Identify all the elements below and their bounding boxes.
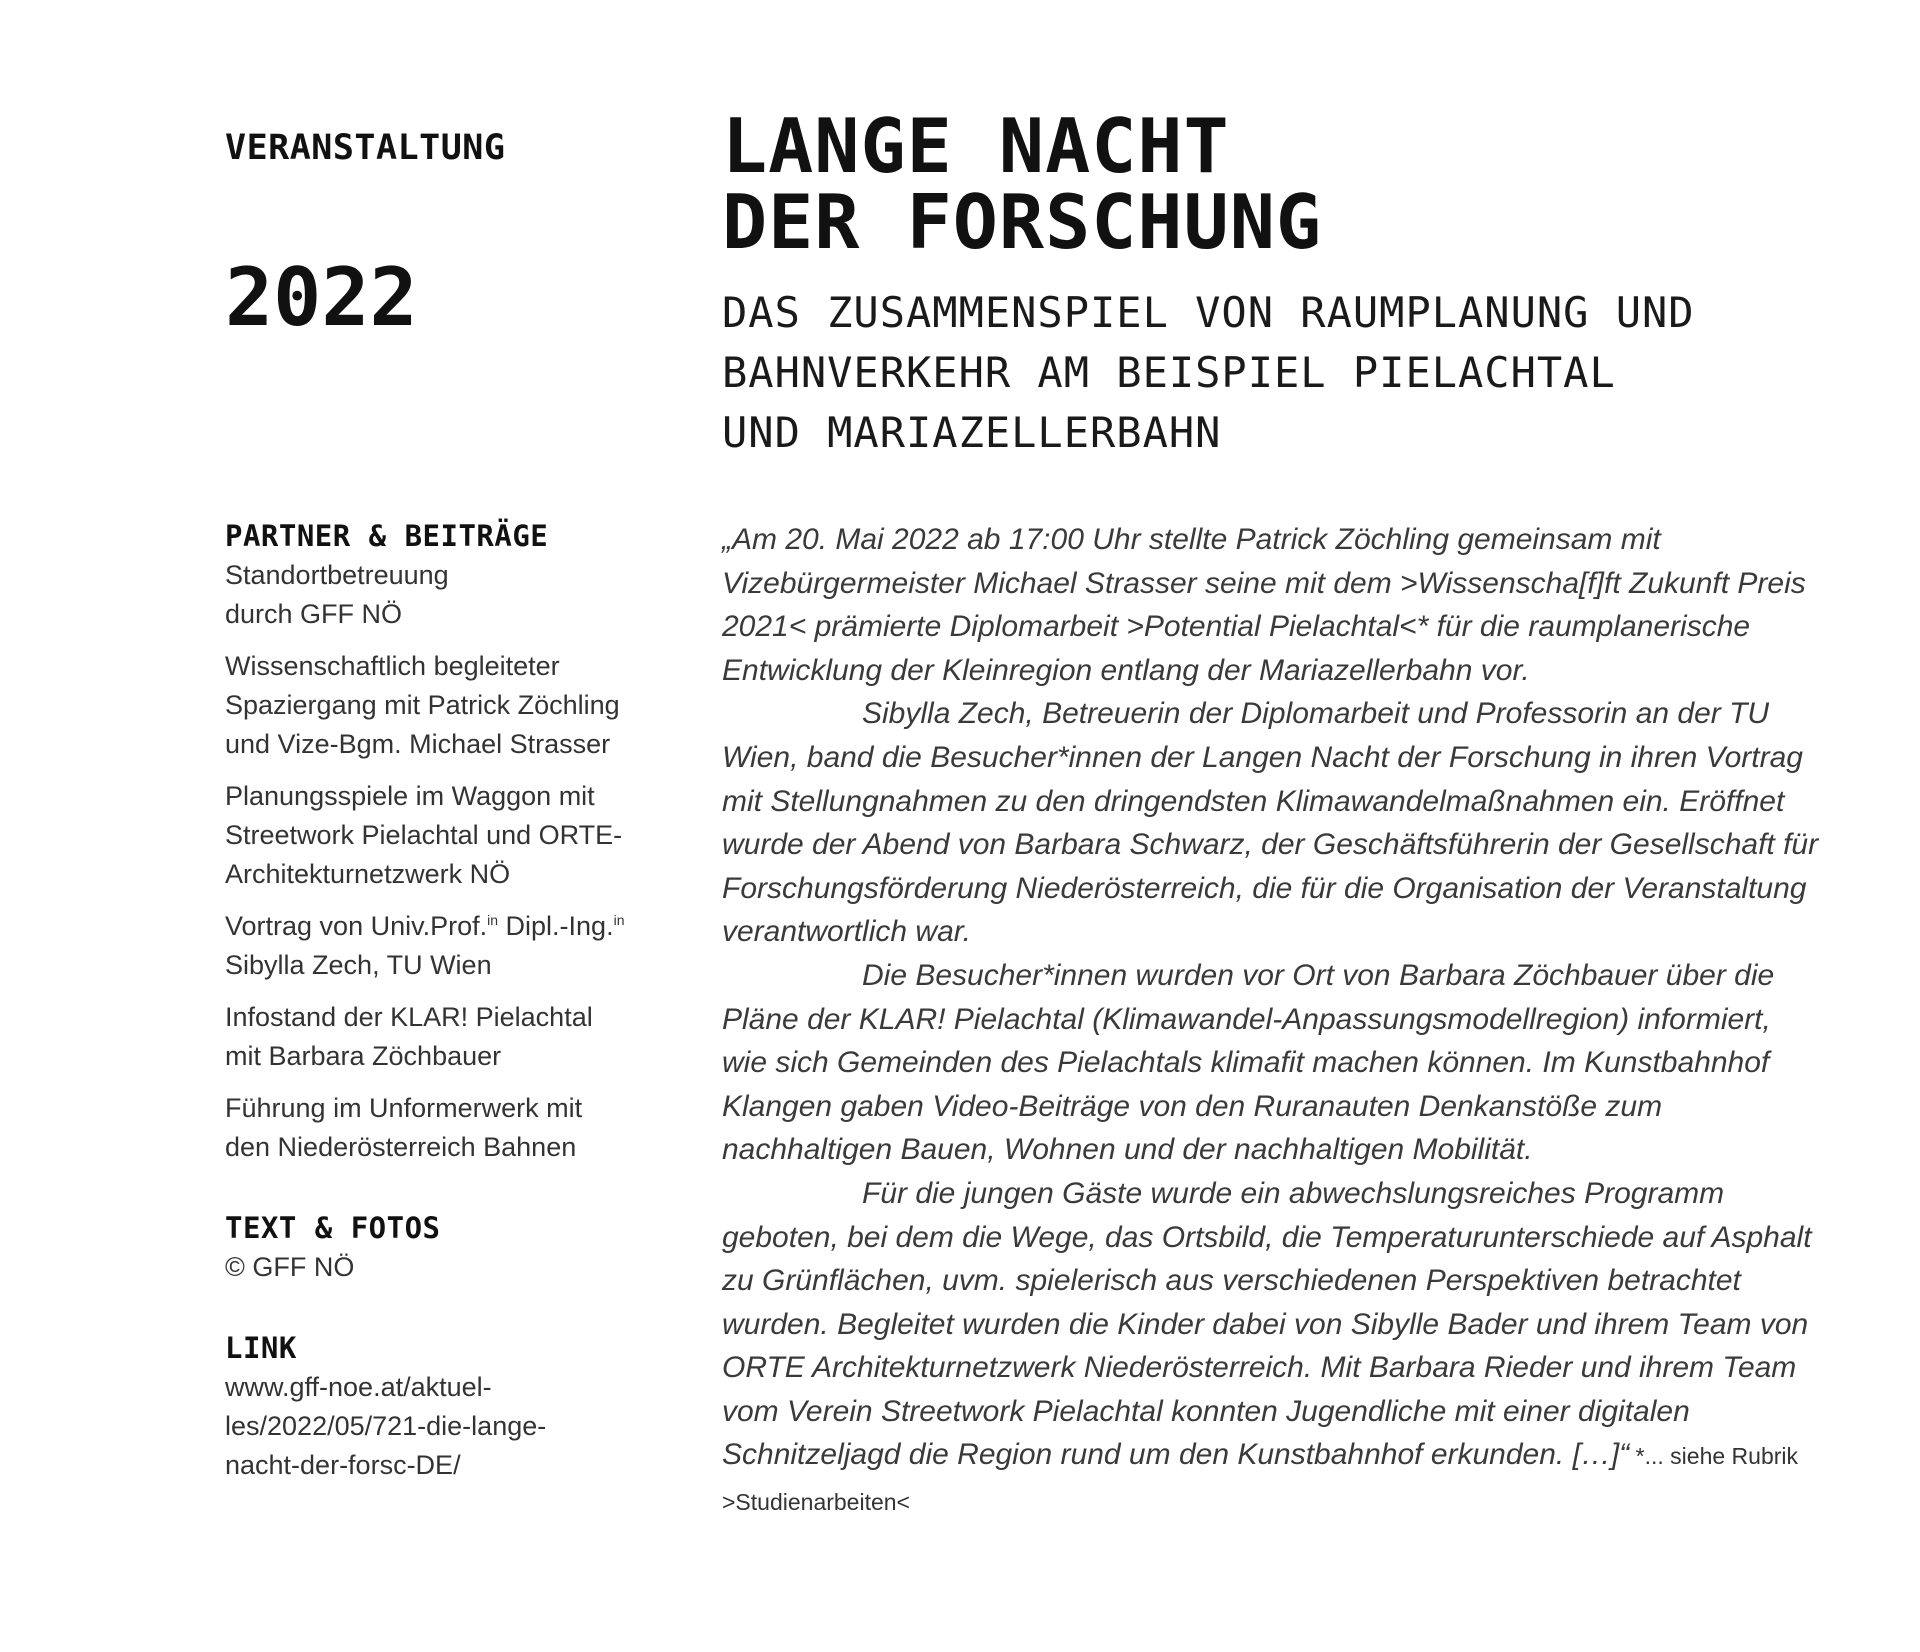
year-label: 2022: [225, 251, 418, 344]
link-url[interactable]: www.gff-noe.at/aktuel- les/2022/05/721-die-lange- nacht-der-forsc-DE/: [225, 1372, 547, 1480]
article-body: [722, 518, 1822, 1525]
article-paragraph: Sibylla Zech, Betreuerin der Diplomarbeit und Professorin an der TU Wien, band die Besucher*innen der Langen Nacht der Forschung in ihren Vortrag mit Stellungnahmen zu den dringendsten Klimawandelmaßnahmen ein. Eröffnet wurde der Abend von Barbara Schwarz, der Geschäftsführerin der Gesellschaft für Forschungsförderung Niederösterreich, die für die Organisation der Veranstaltung verantwortlich war.: [722, 697, 1819, 949]
lecture-part2: Dipl.-Ing.: [498, 911, 614, 941]
article-paragraph: „Am 20. Mai 2022 ab 17:00 Uhr stellte Patrick Zöchling gemeinsam mit Vizebürgermeister Michael Strasser seine mit dem >Wissenscha[f]ft Zukunft Preis 2021< prämierte Diplomarbeit >Potential Pielachtal<* für die raumplanerische Entwicklung der Kleinregion entlang der Mariazellerbahn vor.: [722, 523, 1806, 687]
text-fotos-credit: © GFF NÖ: [225, 1252, 355, 1282]
footnote: *... siehe Rubrik >Studienarbeiten<: [722, 1443, 1799, 1516]
text-fotos-heading: TEXT & FOTOS: [225, 1211, 441, 1245]
link-heading: LINK: [225, 1331, 297, 1365]
partner-item: Standortbetreuung durch GFF NÖ: [225, 560, 449, 629]
partner-item: Führung im Unformerwerk mit den Niederösterreich Bahnen: [225, 1093, 583, 1162]
article-paragraph-text: Für die jungen Gäste wurde ein abwechslungsreiches Programm geboten, bei dem die Wege, das Ortsbild, die Temperaturunterschiede auf Asphalt zu Grünflächen, uvm. spielerisch aus verschiedenen Perspektiven betrachtet wurden. Begleitet wurden die Kinder dabei von Sibylle Bader und ihrem Team von ORTE Architekturnetzwerk Niederösterreich. Mit Barbara Rieder und ihrem Team vom Verein Streetwork Pielachtal konnten Jugendliche mit einer digitalen Schnitzeljagd die Region rund um den Kunstbahnhof erkunden. […]“: [722, 1176, 1812, 1472]
lecture-part3: Sibylla Zech, TU Wien: [225, 950, 492, 980]
page-subtitle: DAS ZUSAMMENSPIEL VON RAUMPLANUNG UND BAHNVERKEHR AM BEISPIEL PIELACHTAL UND MARIAZELLERBAHN: [722, 288, 1695, 457]
lecture-sup1: in: [487, 912, 499, 928]
sidebar-info: [225, 516, 685, 1485]
partner-item-lecture: [225, 907, 685, 985]
category-label: VERANSTALTUNG: [225, 128, 506, 168]
article-paragraph-last: [722, 1172, 1822, 1525]
spacer: [225, 1300, 685, 1328]
spacer: [225, 1180, 685, 1208]
article-paragraph: Die Besucher*innen wurden vor Ort von Barbara Zöchbauer über die Pläne der KLAR! Pielachtal (Klimawandel-Anpassungsmodellregion) informiert, wie sich Gemeinden des Pielachtals klimafit machen können. Im Kunstbahnhof Klangen gaben Video-Beiträge von den Ruranauten Denkanstöße zum nachhaltigen Bauen, Wohnen und der nachhaltigen Mobilität.: [722, 958, 1775, 1167]
partner-heading: PARTNER & BEITRÄGE: [225, 519, 549, 553]
lecture-part1: Vortrag von Univ.Prof.: [225, 911, 488, 941]
page-title: LANGE NACHT DER FORSCHUNG: [722, 102, 1322, 266]
lecture-sup2: in: [613, 912, 625, 928]
partner-item: Planungsspiele im Waggon mit Streetwork Pielachtal und ORTE- Architekturnetzwerk NÖ: [225, 781, 623, 889]
partner-item: Infostand der KLAR! Pielachtal mit Barbara Zöchbauer: [225, 1002, 593, 1071]
partner-item: Wissenschaftlich begleiteter Spaziergang mit Patrick Zöchling und Vize-Bgm. Michael Strasser: [225, 651, 620, 759]
